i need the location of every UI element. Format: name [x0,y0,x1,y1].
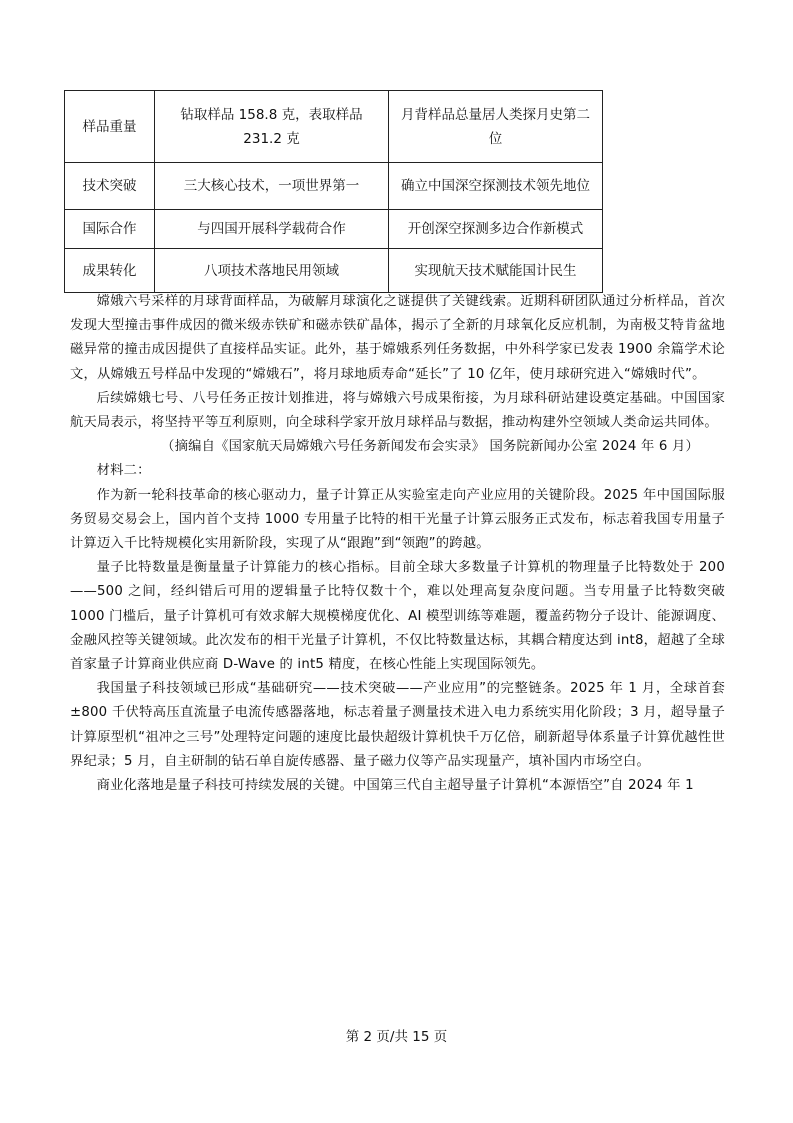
row-label: 成果转化 [65,249,155,293]
paragraph-future-missions: 后续嫦娥七号、八号任务正按计划推进，将与嫦娥六号成果衔接，为月球科研站建设奠定基础。中国国家航天局表示，将坚持平等互利原则，向全球科学家开放月球样品与数据，推动构建外空领域人类命运共同体。 [70,390,725,431]
row-significance: 确立中国深空探测技术领先地位 [389,163,603,210]
paragraph-qubit-count: 量子比特数量是衡量量子计算能力的核心指标。目前全球大多数量子计算机的物理量子比特数处于 200——500 之间，经纠错后可用的逻辑量子比特仅数十个，难以处理高复杂度问题。当专用量子比特数突破 1000 门槛后，量子计算机可有效求解大规模梯度优化、AI 模型训练等难题，覆盖药物分子设计、能源调度、金融风控等关键领域。此次发布的相干光量子计算机，不仅比特数量达标，其耦合精度达到 int8，超越了全球首家量子计算商业供应商 D-Wave 的 int5 精度，在核心性能上实现国际领先。 [70,560,725,673]
row-label: 国际合作 [65,210,155,249]
material-heading: 材料二： [96,463,151,479]
body-text [70,290,725,798]
row-significance: 月背样品总量居人类探月史第二位 [389,91,603,163]
row-significance: 开创深空探测多边合作新模式 [389,210,603,249]
table-row [65,210,603,249]
row-description: 与四国开展科学载荷合作 [155,210,389,249]
row-significance: 实现航天技术赋能国计民生 [389,249,603,293]
table-row [65,249,603,293]
row-description: 钻取样品 158.8 克，表取样品 231.2 克 [155,91,389,163]
paragraph-quantum-intro: 作为新一轮科技革命的核心驱动力，量子计算正从实验室走向产业应用的关键阶段。2025 年中国国际服务贸易交易会上，国内首个支持 1000 专用量子比特的相干光量子计算云服务正式发布，标志着我国专用量子计算迈入千比特规模化实用新阶段，实现了从“跟跑”到“领跑”的跨越。 [70,487,725,552]
row-description: 八项技术落地民用领域 [155,249,389,293]
row-description: 三大核心技术，一项世界第一 [155,163,389,210]
source-citation: （摘编自《国家航天局嫦娥六号任务新闻发布会实录》 国务院新闻办公室 2024 年 6 月） [161,439,699,455]
row-label: 样品重量 [65,91,155,163]
mission-results-table [64,90,603,293]
row-label: 技术突破 [65,163,155,210]
table-row [65,163,603,210]
paragraph-commercialization: 商业化落地是量子科技可持续发展的关键。中国第三代自主超导量子计算机“本源悟空”自 2024 年 1 [96,778,694,794]
paragraph-industry-chain: 我国量子科技领域已形成“基础研究——技术突破——产业应用”的完整链条。2025 年 1 月，全球首套±800 千伏特高压直流量子电流传感器落地，标志着量子测量技术进入电力系统实用化阶段；3 月，超导量子计算原型机“祖冲之三号”处理特定问题的速度比最快超级计算机快千万亿倍，刷新超导体系量子计算优越性世界纪录；5 月，自主研制的钻石单自旋传感器、量子磁力仪等产品实现量产，填补国内市场空白。 [70,681,725,769]
table-row [65,91,603,163]
paragraph-lunar-samples: 嫦娥六号采样的月球背面样品，为破解月球演化之谜提供了关键线索。近期科研团队通过分析样品，首次发现大型撞击事件成因的微米级赤铁矿和磁赤铁矿晶体，揭示了全新的月球氧化反应机制，为南极艾特肯盆地磁异常的撞击成因提供了直接样品实证。此外，基于嫦娥系列任务数据，中外科学家已发表 1900 余篇学术论文，从嫦娥五号样品中发现的“嫦娥石”，将月球地质寿命“延长”了 10 亿年，使月球研究进入“嫦娥时代”。 [70,294,725,382]
page-number: 第 2 页/共 15 页 [345,1029,448,1045]
